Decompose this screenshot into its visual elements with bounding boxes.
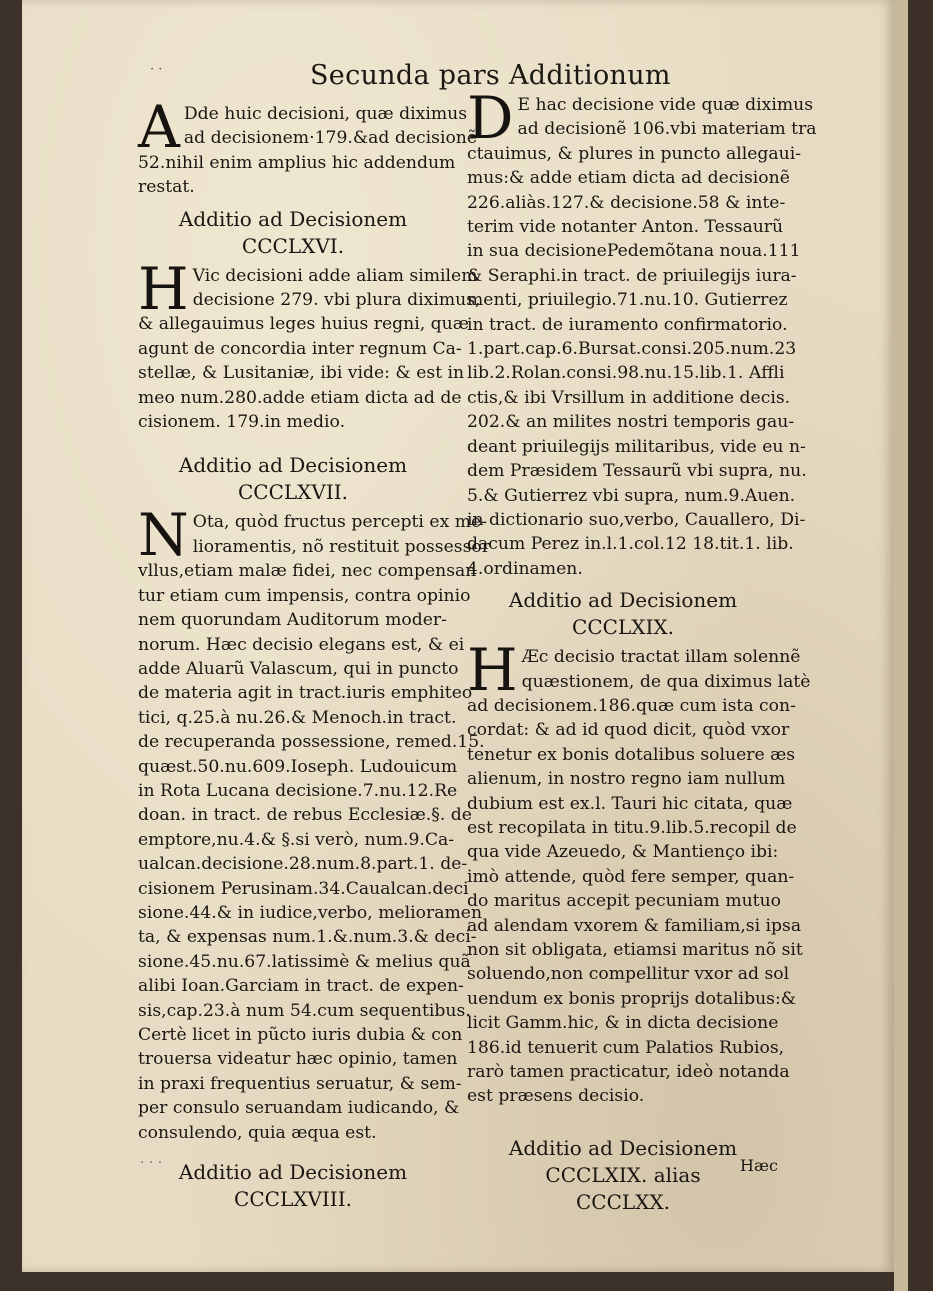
heading-line: CCCLXX. xyxy=(575,1189,671,1214)
text-line: E hac decisione vide quæ diximus xyxy=(517,95,814,115)
section-heading xyxy=(467,1135,779,1216)
right-column xyxy=(467,84,817,1220)
heading-line: Additio ad Decisionem xyxy=(178,453,408,478)
text-line: in dictionario suo,verbo, Cauallero, Di- xyxy=(467,509,806,530)
left-paragraph-1 xyxy=(138,93,478,200)
text-line: ctis,& ibi Vrsillum in additione decis. xyxy=(467,387,791,408)
text-line: menti, priuilegio.71.nu.10. Gutierrez xyxy=(467,290,788,311)
text-line: emptore,nu.4.& §.si verò, num.9.Ca- xyxy=(138,829,455,850)
text-line: meo num.280.adde etiam dicta ad de xyxy=(138,387,462,408)
text-line: adde Aluarũ Valascum, qui in puncto xyxy=(138,658,459,679)
text-line: ad decisionem·179.&ad decisionẽ xyxy=(183,128,478,149)
drop-cap: D xyxy=(467,84,514,152)
text-line: 226.aliàs.127.& decisione.58 & inte- xyxy=(467,192,786,213)
text-line: est præsens decisio. xyxy=(467,1086,645,1107)
book-edge-bottom xyxy=(22,1272,894,1291)
text-line: imò attende, quòd fere semper, quan- xyxy=(467,866,795,887)
text-line: 5.& Gutierrez vbi supra, num.9.Auen. xyxy=(467,485,796,506)
text-line: per consulo seruandam iudicando, & xyxy=(138,1098,460,1119)
section-heading xyxy=(467,587,779,641)
right-paragraph-2 xyxy=(467,636,811,1109)
text-line: mus:& adde etiam dicta ad decisionẽ xyxy=(467,168,790,189)
text-line: consulendo, quia æqua est. xyxy=(138,1122,377,1143)
text-line: non sit obligata, etiamsi maritus nõ sit xyxy=(467,940,803,960)
heading-line: CCCLXIX. alias xyxy=(545,1162,701,1187)
text-line: nem quorundam Auditorum moder- xyxy=(138,610,447,631)
text-line: ad decisionem.186.quæ cum ista con- xyxy=(467,695,796,716)
text-line: alienum, in nostro regno iam nullum xyxy=(467,769,786,790)
text-line: sione.44.& in iudice,verbo, melioramen xyxy=(138,902,483,923)
section-heading xyxy=(138,1159,448,1213)
bleed-through-marks: · · · xyxy=(140,1155,163,1171)
text-line: ualcan.decisione.28.num.8.part.1. de- xyxy=(138,854,468,875)
text-line: quæst.50.nu.609.Ioseph. Ludouicum xyxy=(138,756,458,777)
text-line: 52.nihil enim amplius hic addendum xyxy=(138,152,456,173)
catchword: Hæc xyxy=(740,1156,778,1175)
text-line: dubium est ex.l. Tauri hic citata, quæ xyxy=(467,793,793,814)
heading-line: CCCLXIX. xyxy=(572,615,674,640)
text-line: 186.id tenuerit cum Palatios Rubios, xyxy=(467,1037,785,1058)
text-line: est recopilata in titu.9.lib.5.recopil de xyxy=(467,817,797,838)
heading-line: CCCLXVII. xyxy=(237,480,349,505)
text-line: alibi Ioan.Garciam in tract. de expen- xyxy=(138,976,464,997)
heading-line: Additio ad Decisionem xyxy=(508,588,738,613)
text-line: Dde huic decisioni, quæ diximus xyxy=(183,104,468,124)
text-line: ad decisionẽ 106.vbi materiam tra xyxy=(517,119,817,140)
text-line: in Rota Lucana decisione.7.nu.12.Re xyxy=(138,780,458,801)
text-line: Vic decisioni adde aliam similem xyxy=(192,265,478,286)
text-line: lib.2.Rolan.consi.98.nu.15.lib.1. Affli xyxy=(467,363,785,384)
text-line: rarò tamen practicatur, ideò notanda xyxy=(467,1062,790,1083)
text-line: licit Gamm.hic, & in dicta decisione xyxy=(467,1013,779,1034)
text-line: 1.part.cap.6.Bursat.consi.205.num.23 xyxy=(467,339,797,360)
drop-cap: H xyxy=(138,254,189,323)
text-line: sione.45.nu.67.latissimè & melius quã xyxy=(138,951,471,972)
text-line: do maritus accepit pecuniam mutuo xyxy=(467,891,782,912)
heading-line: CCCLXVIII. xyxy=(234,1187,352,1212)
text-line: restat. xyxy=(138,177,195,198)
page-edge-right xyxy=(894,0,908,1291)
text-line: stellæ, & Lusitaniæ, ibi vide: & est in xyxy=(138,363,465,384)
text-line: tici, q.25.à nu.26.& Menoch.in tract. xyxy=(138,707,457,728)
text-line: ad alendam vxorem & familiam,si ipsa xyxy=(467,915,802,936)
text-line: cisionem Perusinam.34.Caualcan.deci xyxy=(138,878,469,899)
text-line: vllus,etiam malæ fidei, nec compensan xyxy=(138,561,477,582)
text-line: dem Præsidem Tessaurũ vbi supra, nu. xyxy=(467,461,807,482)
folio-mark: · · xyxy=(150,62,163,77)
left-paragraph-2 xyxy=(138,254,481,435)
text-line: & Seraphi.in tract. de priuilegijs iura- xyxy=(467,265,797,286)
text-line: Ota, quòd fructus percepti ex me- xyxy=(192,512,488,533)
text-line: norum. Hæc decisio elegans est, & ei xyxy=(138,634,465,655)
text-line: cisionem. 179.in medio. xyxy=(138,412,346,433)
right-paragraph-1 xyxy=(467,84,817,581)
text-line: Certè licet in pũcto iuris dubia & con xyxy=(138,1025,463,1045)
running-head: Secunda pars Additionum xyxy=(310,60,671,91)
section-heading xyxy=(138,206,448,260)
text-line: terim vide notanter Anton. Tessaurũ xyxy=(467,217,784,238)
book-gutter-left xyxy=(0,0,22,1291)
text-line: uendum ex bonis proprijs dotalibus:& xyxy=(467,988,797,1009)
text-line: ctauimus, & plures in puncto allegaui- xyxy=(467,143,802,164)
text-line: ta, & expensas num.1.&.num.3.& deci- xyxy=(138,927,477,948)
text-line: sis,cap.23.à num 54.cum sequentibus. xyxy=(138,1000,471,1021)
text-line: de materia agit in tract.iuris emphiteo xyxy=(138,683,473,704)
text-line: deant priuilegijs militaribus, vide eu n- xyxy=(467,436,806,457)
text-line: doan. in tract. de rebus Ecclesiæ.§. de xyxy=(138,805,472,826)
text-line: Æc decisio tractat illam solennẽ xyxy=(521,647,801,668)
text-line: 4.ordinamen. xyxy=(467,558,583,579)
book-cover-right xyxy=(908,0,933,1291)
text-line: qua vide Azeuedo, & Mantienço ibi: xyxy=(467,842,779,863)
text-line: de recuperanda possessione, remed.15. xyxy=(138,732,485,753)
text-line: trouersa videatur hæc opinio, tamen xyxy=(138,1049,458,1070)
text-line: quæstionem, de qua diximus latè xyxy=(521,671,811,692)
drop-cap: N xyxy=(138,501,189,570)
text-line: cordat: & ad id quod dicit, quòd vxor xyxy=(467,720,790,741)
heading-line: Additio ad Decisionem xyxy=(508,1135,738,1160)
text-line: 202.& an milites nostri temporis gau- xyxy=(467,412,795,433)
text-line: in sua decisionePedemõtana noua.111 xyxy=(467,241,801,262)
text-line: soluendo,non compellitur vxor ad sol xyxy=(467,964,790,985)
left-paragraph-3 xyxy=(138,501,490,1145)
text-line: lioramentis, nõ restituit possessor xyxy=(192,536,490,557)
text-line: in tract. de iuramento confirmatorio. xyxy=(467,314,788,335)
text-line: decisione 279. vbi plura diximus, xyxy=(192,290,481,311)
text-line: tenetur ex bonis dotalibus soluere æs xyxy=(467,744,796,765)
text-line: in praxi frequentius seruatur, & sem- xyxy=(138,1073,462,1094)
text-line: agunt de concordia inter regnum Ca- xyxy=(138,338,462,359)
section-heading xyxy=(138,452,448,506)
heading-line: Additio ad Decisionem xyxy=(178,1160,408,1185)
heading-line: Additio ad Decisionem xyxy=(178,206,408,231)
drop-cap: H xyxy=(467,636,518,705)
left-column xyxy=(138,93,490,1217)
heading-line: CCCLXVI. xyxy=(241,233,345,258)
drop-cap: A xyxy=(138,93,180,161)
text-line: dacum Perez in.l.1.col.12 18.tit.1. lib. xyxy=(467,534,794,555)
text-line: & allegauimus leges huius regni, quæ xyxy=(138,314,469,335)
text-line: tur etiam cum impensis, contra opinio xyxy=(138,585,471,606)
